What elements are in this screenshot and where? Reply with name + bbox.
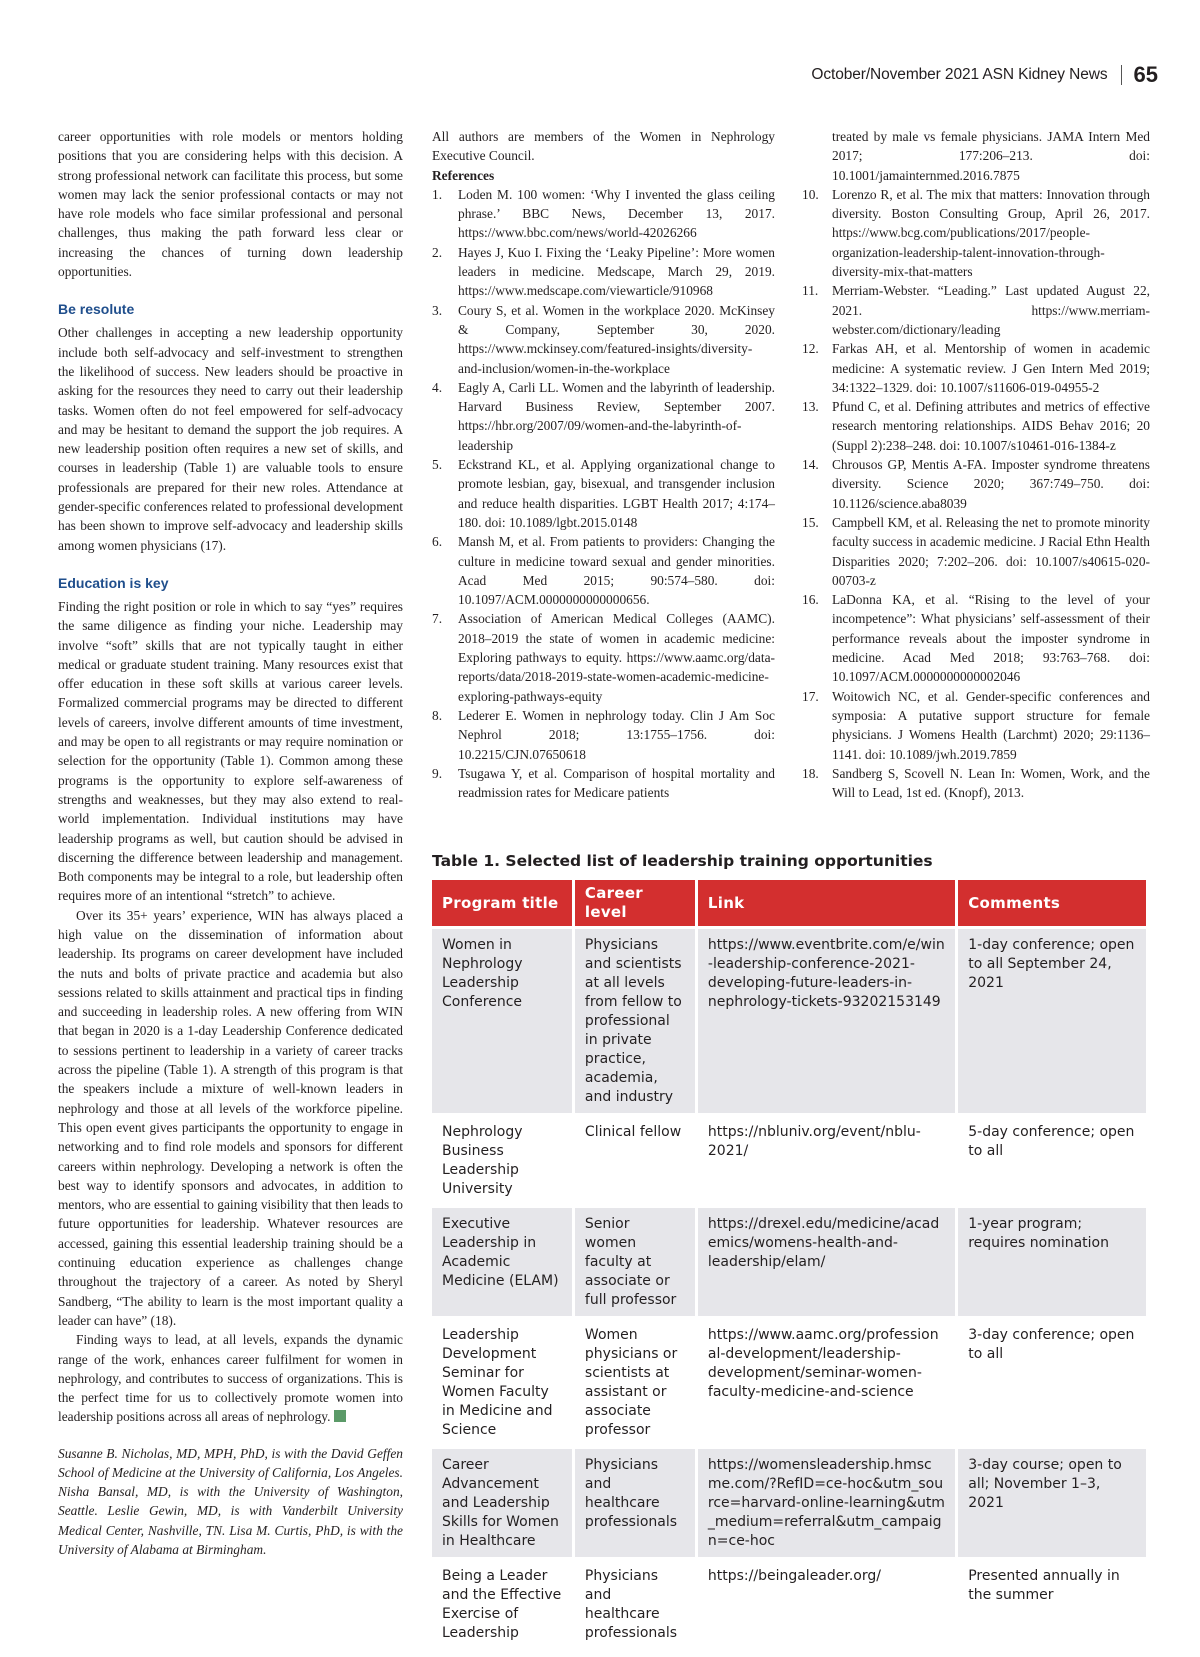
- reference-number: 4.: [432, 379, 443, 395]
- reference-text: Sandberg S, Scovell N. Lean In: Women, Work, and the Will to Lead, 1st ed. (Knopf), 2013.: [832, 765, 1150, 801]
- end-of-article-mark: [334, 1410, 346, 1422]
- reference-item: [432, 455, 775, 532]
- cell-career-level: Senior women faculty at associate or full professor: [575, 1208, 695, 1316]
- reference-number: 5.: [432, 457, 443, 473]
- paragraph-resolute: Other challenges in accepting a new leadership opportunity include both self-advocacy and self-investment to strengthen the likelihood of success. New leaders should be proactive in asking for the resources they need to carry out their leadership tasks. Women often do not feel empowered for self-advocacy and may be hesitant to demand the support the job requires. A new leadership position often requires a new set of skills, and courses in leadership (Table 1) are valuable tools to ensure professionals are prepared for their new roles. Attendance at gender-specific conferences related to professional development has been shown to improve self-advocacy and leadership skills among women physicians (17).: [58, 325, 403, 553]
- column-header-link: Link: [698, 880, 955, 926]
- reference-item: [802, 455, 1150, 513]
- page-header: [700, 55, 1158, 95]
- table-row: [432, 1319, 1146, 1446]
- reference-text: treated by male vs female physicians. JAMA Intern Med 2017; 177:206–213. doi: 10.1001/jamainternmed.2016.7875: [832, 129, 1150, 183]
- table-row: [432, 1449, 1146, 1557]
- reference-item-continued: [802, 127, 1150, 185]
- cell-link: https://www.aamc.org/professional-development/leadership-development/seminar-women-faculty-medicine-and-science: [698, 1319, 955, 1446]
- cell-comments: 3-day conference; open to all: [958, 1319, 1146, 1446]
- paragraph-education-3: [58, 1330, 403, 1426]
- leadership-programs-table: [429, 880, 1149, 1649]
- reference-item: [432, 609, 775, 705]
- cell-career-level: Women physicians or scientists at assistant or associate professor: [575, 1319, 695, 1446]
- reference-item: [432, 532, 775, 609]
- reference-text: Woitowich NC, et al. Gender-specific conferences and symposia: A putative support structure for female physicians. J Womens Health (Larchmt) 2020; 29:1136–1141. doi: 10.1089/jwh.2019.7859: [832, 688, 1150, 762]
- reference-text: Tsugawa Y, et al. Comparison of hospital mortality and readmission rates for Medicare patients: [458, 765, 775, 801]
- cell-program-title: Executive Leadership in Academic Medicine (ELAM): [432, 1208, 572, 1316]
- reference-text: LaDonna KA, et al. “Rising to the level of your incompetence”: What physicians’ self-assessment of their performance reveals about the imposter syndrome in medicine. Acad Med 2018; 93:763–768. doi: 10.1097/ACM.0000000000002046: [832, 592, 1150, 685]
- reference-number: 9.: [432, 765, 443, 781]
- reference-number: 7.: [432, 611, 443, 627]
- reference-list-part-2: [802, 127, 1150, 802]
- reference-item: [432, 185, 775, 243]
- reference-text: Eagly A, Carli LL. Women and the labyrinth of leadership. Harvard Business Review, September 2007. https://hbr.org/2007/09/women-and-the-labyrinth-of-leadership: [458, 379, 775, 453]
- cell-comments: 3-day course; open to all; November 1–3, 2021: [958, 1449, 1146, 1557]
- cell-link: https://beingaleader.org/: [698, 1560, 955, 1649]
- reference-item: [802, 687, 1150, 764]
- reference-number: 14.: [802, 457, 819, 473]
- cell-link: https://womensleadership.hmscme.com/?RefID=ce-hoc&utm_source=harvard-online-learning&utm_medium=referral&utm_campaign=ce-hoc: [698, 1449, 955, 1557]
- table-row: [432, 929, 1146, 1113]
- cell-link: https://nbluniv.org/event/nblu-2021/: [698, 1116, 955, 1205]
- reference-number: 1.: [432, 186, 443, 202]
- reference-text: Lorenzo R, et al. The mix that matters: Innovation through diversity. Boston Consulting Group, April 26, 2017. https://www.bcg.com/publications/2017/people-organization-leadership-talent-innovation-through-diversity-mix-that-matters: [832, 186, 1150, 280]
- cell-program-title: Leadership Development Seminar for Women Faculty in Medicine and Science: [432, 1319, 572, 1446]
- reference-number: 17.: [802, 688, 819, 704]
- cell-program-title: Being a Leader and the Effective Exercise of Leadership: [432, 1560, 572, 1649]
- paragraph-education-2: Over its 35+ years’ experience, WIN has always placed a high value on the dissemination of information about leadership. Its programs on career development have included the nuts and bolts of private practice and academia but also sessions related to skills attainment and practical tips in finding and succeeding in leadership roles. A new offering from WIN that began in 2020 is a 1-day Leadership Conference dedicated to sessions pertinent to leadership in a variety of career tracks across the pipeline (Table 1). A strength of this program is that the speakers include a mixture of well-known leaders in nephrology and those at all levels of the workforce pipeline. This open event gives participants the opportunity to engage in networking and to find role models and sponsors for different careers within nephrology. Developing a network is often the best way to identify sponsors and advocates, in addition to mentors, who are essential to gaining visibility that then leads to future opportunities for leadership. Whatever resources are accessed, gaining this essential leadership training should be a continuing education experience as challenges change throughout the trajectory of a career. As noted by Sheryl Sandberg, “The ability to learn is the most important quality a leader can have” (18).: [58, 907, 403, 1328]
- reference-number: 6.: [432, 534, 443, 550]
- reference-number: 12.: [802, 341, 819, 357]
- reference-text: Association of American Medical Colleges (AAMC). 2018–2019 the state of women in academic medicine: Exploring pathways to equity. https://www.aamc.org/data-reports/data/2018-2019-state-women-academic-medicine-exploring-pathways-equity: [458, 611, 775, 704]
- cell-comments: Presented annually in the summer: [958, 1560, 1146, 1649]
- paragraph-education-1: Finding the right position or role in which to say “yes” requires the same diligence as finding your niche. Leadership may involve “soft” skills that are not typically taught in either medical or graduate student training. Many resources exist that offer education in these soft skills at various career levels. Formalized commercial programs may be directed to different levels of careers, involve different amounts of time investment, and may be open to all registrants or may require nomination or selection for the opportunity (Table 1). Common among these programs is the opportunity to explore self-awareness of strengths and weaknesses, but they may also extend to real-world implementation. Individual institutions may have leadership programs as well, but caution should be advised in discerning the difference between leadership and management. Both components may be integral to a role, but leadership often requires more of an intentional “stretch” to achieve.: [58, 598, 403, 904]
- reference-text: Farkas AH, et al. Mentorship of women in academic medicine: A systematic review. J Gen Intern Med 2019; 34:1322–1329. doi: 10.1007/s11606-019-04955-2: [832, 341, 1150, 395]
- reference-item: [802, 764, 1150, 803]
- reference-text: Coury S, et al. Women in the workplace 2020. McKinsey & Company, September 30, 2020. https://www.mckinsey.com/featured-insights/diversity-and-inclusion/women-in-the-workplace: [458, 302, 775, 376]
- reference-text: Hayes J, Kuo I. Fixing the ‘Leaky Pipeline’: More women leaders in medicine. Medscape, March 29, 2019. https://www.medscape.com/viewarticle/910968: [458, 244, 775, 299]
- reference-text: Mansh M, et al. From patients to providers: Changing the culture in medicine toward sexual and gender minorities. Acad Med 2015; 90:574–580. doi: 10.1097/ACM.0000000000000656.: [458, 534, 775, 608]
- reference-item: [802, 185, 1150, 281]
- reference-text: Lederer E. Women in nephrology today. Clin J Am Soc Nephrol 2018; 13:1755–1756. doi: 10.2215/CJN.07650618: [458, 707, 775, 762]
- reference-number: 8.: [432, 707, 443, 723]
- reference-text: Campbell KM, et al. Releasing the net to promote minority faculty success in academic medicine. J Racial Ethn Health Disparities 2020; 7:202–206. doi: 10.1007/s40615-020-00703-z: [832, 514, 1150, 588]
- cell-career-level: Physicians and healthcare professionals: [575, 1449, 695, 1557]
- reference-number: 11.: [802, 283, 819, 299]
- reference-item: [802, 339, 1150, 397]
- reference-number: 3.: [432, 302, 443, 318]
- paragraph-education-3-text: Finding ways to lead, at all levels, expands the dynamic range of the work, enhances career fulfilment for women in nephrology, and contributes to success of organizations. This is the perfect time for us to collectively promote women into leadership positions across all areas of nephrology.: [58, 1332, 403, 1425]
- article-column-1: [58, 127, 403, 1559]
- reference-list-part-1: [432, 185, 775, 803]
- author-bio: Susanne B. Nicholas, MD, MPH, PhD, is with the David Geffen School of Medicine at the University of California, Los Angeles. Nisha Bansal, MD, is with the University of Washington, Seattle. Leslie Gewin, MD, is with Vanderbilt University Medical Center, Nashville, TN. Lisa M. Curtis, PhD, is with the University of Alabama at Birmingham.: [58, 1445, 403, 1557]
- column-header-career-level: Career level: [575, 880, 695, 926]
- article-column-3: [802, 127, 1150, 802]
- cell-comments: 1-year program; requires nomination: [958, 1208, 1146, 1316]
- cell-program-title: Women in Nephrology Leadership Conference: [432, 929, 572, 1113]
- cell-comments: 1-day conference; open to all September 24, 2021: [958, 929, 1146, 1113]
- page-number: 65: [1133, 62, 1158, 87]
- table-title: Table 1. Selected list of leadership training opportunities: [432, 852, 933, 870]
- cell-link: https://drexel.edu/medicine/academics/womens-health-and-leadership/elam/: [698, 1208, 955, 1316]
- table-row: [432, 1560, 1146, 1649]
- cell-comments: 5-day conference; open to all: [958, 1116, 1146, 1205]
- subhead-education-is-key: Education is key: [58, 574, 169, 591]
- reference-text: Loden M. 100 women: ‘Why I invented the glass ceiling phrase.’ BBC News, December 13, 2017. https://www.bbc.com/news/world-42026266: [458, 186, 775, 241]
- column-header-comments: Comments: [958, 880, 1146, 926]
- cell-career-level: Physicians and healthcare professionals: [575, 1560, 695, 1649]
- reference-text: Merriam-Webster. “Leading.” Last updated August 22, 2021. https://www.merriam-webster.com/dictionary/leading: [832, 283, 1150, 337]
- cell-link: https://www.eventbrite.com/e/win-leadership-conference-2021-developing-future-leaders-in-nephrology-tickets-93202153149: [698, 929, 955, 1113]
- cell-program-title: Nephrology Business Leadership University: [432, 1116, 572, 1205]
- reference-item: [432, 706, 775, 764]
- reference-text: Eckstrand KL, et al. Applying organizational change to promote lesbian, gay, bisexual, and transgender inclusion and reduce health disparities. LGBT Health 2017; 4:174–180. doi: 10.1089/lgbt.2015.0148: [458, 457, 775, 530]
- paragraph-intro: career opportunities with role models or mentors holding positions that you are considering helps with this decision. A strong professional network can facilitate this process, but some women may lack the senior professional contacts or may not have role models who face similar professional and personal challenges, thus making the path forward less clear or increasing the chances of turning down leadership opportunities.: [58, 129, 403, 280]
- reference-item: [432, 764, 775, 803]
- table-header-row: [432, 880, 1146, 926]
- reference-item: [432, 243, 775, 301]
- reference-item: [802, 397, 1150, 455]
- reference-number: 13.: [802, 399, 819, 415]
- cell-program-title: Career Advancement and Leadership Skills for Women in Healthcare: [432, 1449, 572, 1557]
- reference-item: [802, 281, 1150, 339]
- header-divider: [1121, 65, 1122, 85]
- reference-text: Chrousos GP, Mentis A-FA. Imposter syndrome threatens diversity. Science 2020; 367:749–750. doi: 10.1126/science.aba8039: [832, 457, 1150, 511]
- reference-item: [432, 301, 775, 378]
- subhead-be-resolute: Be resolute: [58, 301, 135, 318]
- reference-number: 15.: [802, 514, 819, 530]
- column-header-program-title: Program title: [432, 880, 572, 926]
- reference-number: 16.: [802, 592, 819, 608]
- reference-item: [432, 378, 775, 455]
- article-column-2: [432, 127, 775, 802]
- reference-text: Pfund C, et al. Defining attributes and metrics of effective research mentoring relationships. AIDS Behav 2016; 20 (Suppl 2):238–248. doi: 10.1007/s10461-016-1384-z: [832, 399, 1150, 453]
- issue-label: October/November 2021 ASN Kidney News: [811, 66, 1108, 83]
- authors-note: All authors are members of the Women in Nephrology Executive Council.: [432, 129, 775, 164]
- table-row: [432, 1208, 1146, 1316]
- reference-number: 10.: [802, 186, 819, 202]
- cell-career-level: Clinical fellow: [575, 1116, 695, 1205]
- table-row: [432, 1116, 1146, 1205]
- cell-career-level: Physicians and scientists at all levels from fellow to professional in private practice, academia, and industry: [575, 929, 695, 1113]
- reference-item: [802, 590, 1150, 686]
- reference-item: [802, 513, 1150, 590]
- reference-number: 2.: [432, 244, 443, 260]
- reference-number: 18.: [802, 765, 819, 781]
- references-heading: References: [432, 167, 495, 183]
